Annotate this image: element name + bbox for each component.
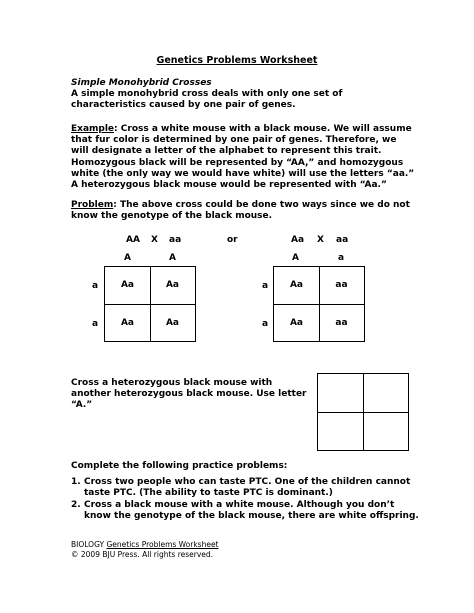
punnett-cell: Aa	[165, 318, 180, 328]
practice-list	[71, 477, 421, 523]
left-side-allele-2: a	[92, 319, 99, 329]
example-text: : Cross a white mouse with a black mouse. We will assume that fur color is determined by one pair of genes. Therefore, we will designate a letter of the alphabet to represent this trait. Homozygous black will be represented by “AA,” and homozygous white (the only way we would have white) will use the letters “aa.” A heterozygous black mouse would be represented with “Aa.”	[71, 124, 415, 191]
footer-prefix: BIOLOGY	[71, 540, 107, 549]
punnett-cell: Aa	[120, 280, 135, 290]
footer-copyright: © 2009 BJU Press. All rights reserved.	[71, 549, 214, 559]
right-parent-2: aa	[336, 235, 349, 245]
left-side-allele-1: a	[92, 281, 99, 291]
list-text: Cross a black mouse with a white mouse. Although you don’t know the genotype of the black mouse, there are white offspring.	[84, 499, 419, 522]
empty-punnett-square	[317, 373, 409, 451]
list-item	[71, 477, 421, 500]
punnett-cell: aa	[335, 318, 348, 328]
right-top-allele-2: a	[338, 253, 345, 263]
or-label: or	[227, 235, 238, 245]
right-punnett-square	[273, 266, 365, 342]
right-top-allele-1: A	[292, 253, 299, 263]
punnett-cell: Aa	[289, 280, 304, 290]
problem-text: : The above cross could be done two ways since we do not know the genotype of the black mouse.	[71, 200, 410, 222]
worksheet-title: Genetics Problems Worksheet	[156, 55, 318, 66]
left-top-allele-1: A	[124, 253, 131, 263]
left-cross-x: X	[151, 235, 158, 245]
right-side-allele-1: a	[262, 281, 269, 291]
right-side-allele-2: a	[262, 319, 269, 329]
problem-label: Problem	[71, 200, 114, 210]
left-punnett-square	[104, 266, 196, 342]
right-cross-x: X	[317, 235, 324, 245]
punnett-cell: aa	[335, 280, 348, 290]
section-heading: Simple Monohybrid Crosses	[71, 78, 212, 88]
grid-divider	[105, 304, 195, 305]
list-text: Cross two people who can taste PTC. One of the children cannot taste PTC. (The ability to taste PTC is dominant.)	[84, 477, 411, 499]
footer-line-1	[71, 540, 219, 550]
list-number: 1.	[71, 477, 81, 487]
list-number: 2.	[71, 499, 81, 510]
grid-divider	[318, 412, 408, 413]
punnett-cell: Aa	[120, 318, 135, 328]
punnett-cell: Aa	[165, 280, 180, 290]
left-parent-2: aa	[169, 235, 182, 245]
punnett-cell: Aa	[289, 318, 304, 328]
footer-doc-title: Genetics Problems Worksheet	[106, 540, 219, 549]
example-paragraph	[71, 124, 416, 191]
example-label: Example	[71, 124, 115, 134]
right-parent-1: Aa	[291, 235, 305, 245]
list-item	[71, 500, 421, 523]
intro-paragraph: A simple monohybrid cross deals with only one set of characteristics caused by one pair of genes.	[71, 89, 343, 111]
left-top-allele-2: A	[169, 253, 176, 263]
left-parent-1: AA	[126, 235, 140, 245]
hetero-prompt: Cross a heterozygous black mouse with another heterozygous black mouse. Use letter “A.”	[71, 378, 307, 411]
practice-heading: Complete the following practice problems:	[71, 461, 288, 471]
grid-divider	[274, 304, 364, 305]
footer	[71, 540, 219, 559]
problem-paragraph	[71, 200, 416, 222]
